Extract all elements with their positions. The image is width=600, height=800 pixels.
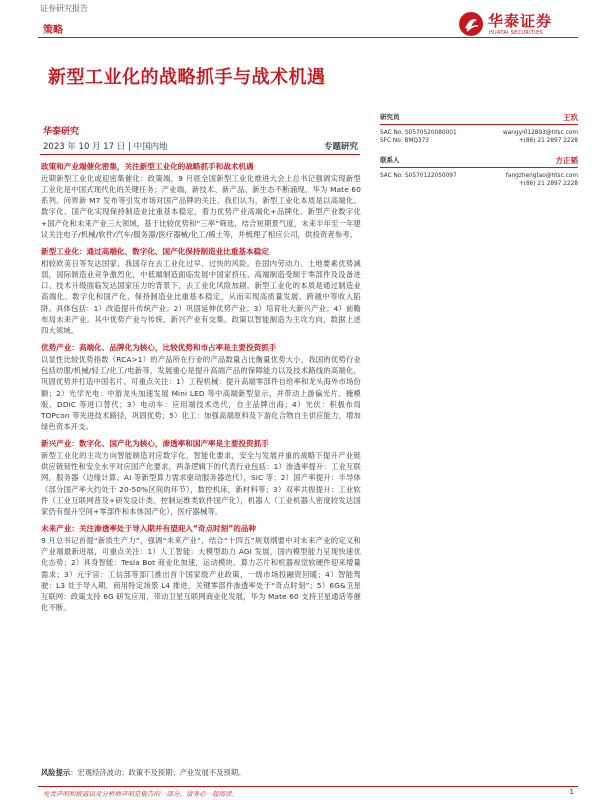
section xyxy=(41,438,361,517)
sidebar-divider xyxy=(380,167,578,168)
analyst-phone: +(86) 21 2897 2228 xyxy=(518,138,578,144)
page-number: 1 xyxy=(569,788,574,796)
section xyxy=(41,342,361,432)
section-body: 相较欧美日等发达国家，我国存在去工业化过早、过快的风险。在国内劳动力、土地要素优势减弱，国际制造业竞争激烈化，中低端制造面临发展中国家挤压、高端制造受制于零部件及设备进口、技术升级面临发达国家压力的背景下，去工业化风险加剧。新型工业化的本质是通过制造业高端化、数字化和国产化，保持制造业比重基本稳定，从而实现高质量发展，跨越中等收入陷阱。具体包括：1）改造提升传统产业；2）巩固延伸优势产业；3）培育壮大新兴产业；4）前瞻布局未来产业。其中优势产业与传统、新兴产业有交集。政策以智能制造为主攻方向，数据上述四大领域。 xyxy=(41,258,361,335)
analyst-email-link[interactable]: fangzhengtao@htsc.com xyxy=(505,173,578,179)
analyst-contact-row: SFC No. BMQ373 +(86) 21 2897 2228 xyxy=(380,138,578,144)
page-title: 新型工业化的战略抓手与战术机遇 xyxy=(48,67,326,88)
logo-text-cn: 华泰证券 xyxy=(488,12,553,30)
section xyxy=(41,523,361,613)
section-body: 9 月总书记首提“新质生产力”，强调“未来产业”，结合“十四五”规划纲要中对未来产业的定义和产业端最新进展，可重点关注：1）人工智能：大模型助力 AGI 发展，国内模型能力呈现快速优化态势；2）具身智能：Tesla Bot 商业化加速，运动模块、算力芯片和机器视觉软硬件迎来增量需求；3）元宇宙：工信部等部门推出首个国家级产业政策，一级市场投融资回暖；4）智能驾驶：L3 处于导入期，商用特定场景 L4 推进，关键零部件渗透率处于“奇点时刻”；5）6G&卫星互联网：政策支持 6G 研发应用，带动卫星互联网商业化发展，华为 Mate 60 支持卫星通话等催化不断。 xyxy=(41,536,361,612)
sidebar-divider xyxy=(380,124,578,125)
dateline: 2023 年 10 月 17 日 | 中国内地 专题研究 xyxy=(43,142,358,152)
footer-divider xyxy=(38,786,578,787)
risk-notice xyxy=(41,767,361,778)
analyst-email-link[interactable]: wangyi012893@htsc.com xyxy=(503,130,578,136)
section xyxy=(41,246,361,336)
section-heading: 优势产业：高端化、品牌化为核心，比较优势和市占率是主要投资抓手 xyxy=(41,343,277,353)
logo-text-en: HUATAI SECURITIES xyxy=(489,30,543,36)
analyst-sidebar xyxy=(380,112,578,198)
analyst-contact-row: SAC No. S0570520080001 wangyi012893@htsc.com xyxy=(380,130,578,136)
logo-mark-icon xyxy=(458,11,484,37)
report-kind: 专题研究 xyxy=(323,142,358,152)
org-name: 华泰研究 xyxy=(43,127,80,137)
section xyxy=(41,161,361,240)
analyst-phone: +(86) 21 2897 2228 xyxy=(518,181,578,187)
analyst-name: 王玖 xyxy=(563,113,578,122)
analyst-role: 联系人 方正韬 xyxy=(380,156,578,165)
disclaimer-footer: 免责声明和披露以及分析师声明是报告的一部分，请务必一起阅读。 xyxy=(43,790,238,798)
section-heading: 新兴产业：数字化、国产化为核心，渗透率和国产率是主要投资抓手 xyxy=(41,439,269,449)
analyst-contact-row xyxy=(380,180,578,188)
risk-label: 风险提示 xyxy=(41,768,71,777)
analyst-contact-row: SAC No. S0570122050097 fangzhengtao@htsc.com xyxy=(380,173,578,179)
section-heading: 未来产业：关注渗透率处于导入期并有望迎入“奇点时刻”的品种 xyxy=(41,524,257,534)
report-date: 2023 年 10 月 17 日 xyxy=(43,142,126,152)
risk-text: ：宏观经济波动；政策不及预期；产业发展不及预期。 xyxy=(70,768,246,777)
header-divider xyxy=(38,37,578,38)
section-heading: 政策和产业端催化密集，关注新型工业化的战略抓手和战术机遇 xyxy=(41,162,254,171)
section-heading: 新型工业化：通过高端化、数字化、国产化保持制造业比重基本稳定 xyxy=(41,246,269,256)
report-body xyxy=(41,161,361,619)
brand-logo xyxy=(458,10,578,40)
analyst-block xyxy=(380,112,578,145)
analyst-block xyxy=(380,155,578,188)
section-body: 近期新型工业化或迎密集催化：政策端，9 月底全国新型工业化推进大会上总书记强调实现新型工业化是中国式现代化的关键任务；产业端，新技术、新产品、新生态不断涌现，华为 Mate 60 系列、问界新 M7 发布等引发市场对国产品牌的关注。我们认为，新型工业化本质是以高端化、数字化、国产化实现保持制造业比重基本稳定，着力优势产业高端化+品牌化、新型产业数字化+国产化和未来产业三大领域，基于比较优势和“三率”筛选，结合短期景气度，未来半年至一年建议关注电子/机械/软件/汽车/服务器/医疗器械/化工/稀土等，并梳理了相应公司，供投资者参考。 xyxy=(41,174,361,239)
report-type-label: 证券研究报告 xyxy=(40,4,88,13)
report-region: 中国内地 xyxy=(133,142,168,152)
analyst-role: 研究员 王玖 xyxy=(380,113,578,122)
category-tag: 策略 xyxy=(43,25,63,36)
dateline-divider xyxy=(40,154,360,155)
analyst-name: 方正韬 xyxy=(555,156,578,165)
section-body: 以显性比较优势指数（RCA>1）的产品所在行业的产品数量占比衡量优势大小，我国的优势行业包括纺服/机械/轻工/化工/电新等，发展重心是提升高端产品的保障能力以及技术路线的高端化，巩固优势并打造中国名片。可重点关注：1）工程机械：提升高端零部件自给率和龙头海外市场份额；2）光学光电：中游龙头加速发展 Mini LED 等中高端新型显示，并带动上游偏光片、掩模版、DDIC 等进口替代；3）电动车：应用端技术迭代，自主品牌出海；4）光伏：积极布局 TOPcon 等先进技术路径，巩固优势；5）化工：加强高端原料及下游化合物自主供应能力，增加绿色资本开支。 xyxy=(41,355,361,431)
section-body: 新型工业化的主攻方向智能制造对应数字化，智能化要求，安全与发展并重的战略下提升产业链供应链韧性和安全水平对应国产化要求，两条逻辑下的代表行业包括：1）渗透率提升：工业互联网，服务器（边缘计算、AI 等新型算力需求驱动服务器迭代），SiC 等；2）国产率提升：半导体（部分国产率大约处于 20-50%区间的环节），数控机床，新材料等；3）双率共振提升：工业软件（工业互联网普及+研发设计类、控制运维类软件国产化），机器人（工业机器人密度较发达国家仍有提升空间+零部件和本体国产化），医疗器械等。 xyxy=(41,451,361,516)
